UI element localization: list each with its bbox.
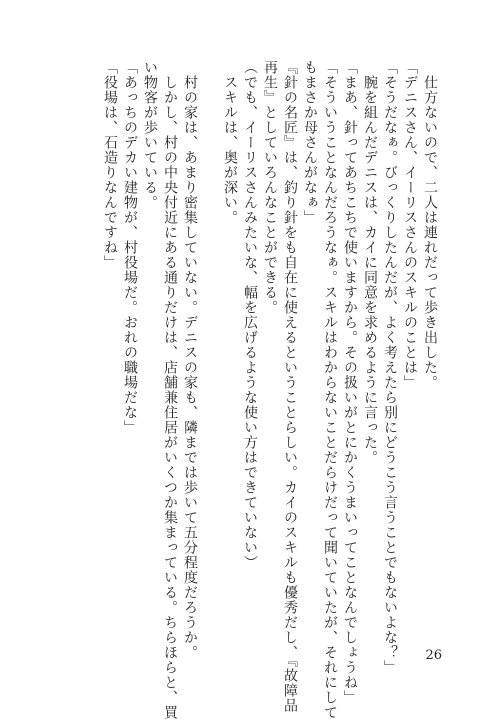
text-line-1: 仕方ないので、二人は連れだって歩き出した。 <box>422 60 438 390</box>
text-line-2: 「デニスさん、イーリスさんのスキルのことは」 <box>402 60 418 390</box>
scene-break <box>200 60 220 61</box>
text-line-13: しかし、村の中央付近にある通りだけは、店舗兼住居がいくつか集まっている。ちらほらと、買 <box>162 60 178 720</box>
text-line-6: 「そういうことなんだろうなぁ。スキルはわからないことだらけだって聞いていたが、それにして <box>322 60 338 720</box>
text-line-14: い物客が歩いている。 <box>142 60 158 210</box>
text-line-8: 『針の名匠』は、釣り針をも自在に使えるということらしい。カイのスキルも優秀だし、『故障品 <box>282 60 298 713</box>
text-line-9: 再生』としていろんなことができる。 <box>262 60 278 315</box>
text-line-4: 腕を組んだデニスは、カイに同意を求めるように言った。 <box>362 60 378 465</box>
text-line-12: 村の家は、あまり密集していない。デニスの家も、隣までは歩いて五分程度だろうか。 <box>182 60 198 660</box>
text-line-11: スキルは、奥が深い。 <box>222 60 238 225</box>
text-line-15: 「あっちのデカい建物が、村役場だ。おれの職場だな」 <box>122 60 138 435</box>
page-number: 26 <box>425 648 442 663</box>
text-line-7: もまさか母さんがなぁ」 <box>302 60 318 225</box>
text-line-10: （でも、イーリスさんみたいな、幅を広げるような使い方はできていない） <box>242 60 258 570</box>
text-line-5: 「まあ、針ってあちこちで使いますから。その扱いがとにかくうまいってことなんでしょうね」 <box>342 60 358 705</box>
text-line-16: 「役場は、石造りなんですね」 <box>102 60 118 270</box>
text-line-3: 「そうだなぁ。びっくりしたんだが、よく考えたら別にどうこう言うことでもないよな？」 <box>382 60 398 675</box>
